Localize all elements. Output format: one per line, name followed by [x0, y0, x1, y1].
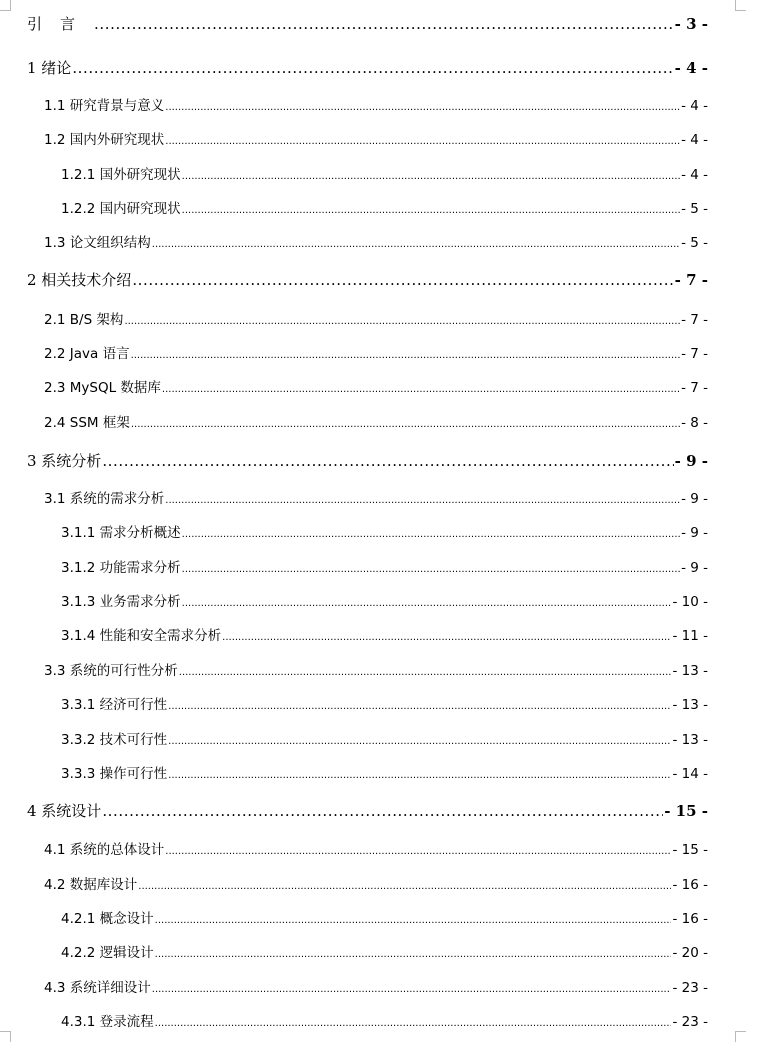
toc-dot-leader	[179, 667, 672, 678]
toc-dot-leader	[131, 350, 681, 361]
toc-entry-chapter-1[interactable]	[27, 57, 708, 78]
toc-entry-title: 4.3.1 登录流程	[61, 1014, 154, 1030]
toc-entry-section-4-1[interactable]	[44, 838, 708, 858]
toc-entry-title: 1.2.2 国内研究现状	[61, 201, 181, 217]
toc-entry-title: 3.3.3 操作可行性	[61, 766, 168, 782]
toc-page-number: - 7 -	[674, 271, 708, 289]
toc-dot-leader	[132, 271, 673, 289]
toc-page-number: - 13 -	[672, 697, 708, 713]
toc-page-number: - 23 -	[672, 1014, 708, 1030]
toc-entry-title: 4.2.2 逻辑设计	[61, 945, 154, 961]
toc-entry-subsection-4-2-2[interactable]	[61, 941, 708, 961]
toc-dot-leader	[138, 881, 671, 892]
toc-dot-leader	[165, 102, 680, 113]
toc-dot-leader	[162, 384, 680, 395]
toc-entry-title: 4 系统设计	[27, 802, 102, 820]
toc-entry-title: 1 绪论	[27, 59, 72, 77]
toc-entry-title: 3 系统分析	[27, 452, 102, 470]
toc-page-number: - 14 -	[672, 766, 708, 782]
toc-dot-leader	[102, 802, 663, 820]
toc-entry-title: 引言	[27, 15, 94, 33]
toc-entry-subsection-1-2-1[interactable]	[61, 163, 708, 183]
toc-page-number: - 20 -	[672, 945, 708, 961]
toc-entry-title: 2.3 MySQL 数据库	[44, 380, 161, 396]
toc-dot-leader	[165, 136, 680, 147]
toc-page-number: - 15 -	[664, 802, 708, 820]
toc-page-number: - 7 -	[681, 312, 708, 328]
toc-page-number: - 3 -	[674, 15, 708, 33]
toc-dot-leader	[94, 15, 674, 33]
toc-entry-title: 3.1.2 功能需求分析	[61, 560, 181, 576]
toc-dot-leader	[152, 984, 672, 995]
toc-dot-leader	[131, 419, 680, 430]
toc-dot-leader	[182, 598, 672, 609]
toc-entry-subsection-3-1-4[interactable]	[61, 624, 708, 644]
toc-entry-title: 2 相关技术介绍	[27, 271, 132, 289]
toc-entry-title: 1.3 论文组织结构	[44, 235, 151, 251]
toc-page-number: - 5 -	[681, 235, 708, 251]
toc-dot-leader	[182, 564, 680, 575]
toc-entry-section-1-3[interactable]	[44, 231, 708, 251]
toc-page-number: - 4 -	[674, 59, 708, 77]
toc-page-number: - 4 -	[681, 132, 708, 148]
crop-mark-bottom-left	[0, 1031, 11, 1042]
toc-entry-subsection-4-3-1[interactable]	[61, 1010, 708, 1030]
toc-dot-leader	[165, 846, 671, 857]
toc-entry-section-2-4[interactable]	[44, 411, 708, 431]
toc-page-number: - 9 -	[674, 452, 708, 470]
toc-page-number: - 5 -	[681, 201, 708, 217]
toc-page-number: - 15 -	[672, 842, 708, 858]
toc-entry-title: 1.2.1 国外研究现状	[61, 167, 181, 183]
toc-entry-preface[interactable]	[27, 13, 708, 34]
toc-page-number: - 10 -	[672, 594, 708, 610]
toc-entry-title: 4.1 系统的总体设计	[44, 842, 165, 858]
toc-entry-chapter-2[interactable]	[27, 269, 708, 290]
toc-entry-title: 3.3 系统的可行性分析	[44, 663, 178, 679]
toc-dot-leader	[182, 529, 680, 540]
toc-dot-leader	[168, 701, 671, 712]
toc-entry-title: 3.3.2 技术可行性	[61, 732, 168, 748]
toc-page-number: - 9 -	[681, 525, 708, 541]
toc-entry-section-2-3[interactable]	[44, 376, 708, 396]
crop-mark-bottom-right	[735, 1031, 746, 1042]
toc-dot-leader	[152, 239, 680, 250]
toc-entry-section-4-3[interactable]	[44, 976, 708, 996]
toc-entry-subsection-3-3-1[interactable]	[61, 693, 708, 713]
toc-page-number: - 13 -	[672, 663, 708, 679]
toc-entry-title: 3.1.3 业务需求分析	[61, 594, 181, 610]
toc-dot-leader	[222, 632, 671, 643]
toc-dot-leader	[168, 736, 671, 747]
toc-entry-subsection-3-1-2[interactable]	[61, 556, 708, 576]
toc-page-number: - 16 -	[672, 911, 708, 927]
toc-dot-leader	[155, 1018, 672, 1029]
toc-dot-leader	[102, 452, 673, 470]
toc-entry-subsection-4-2-1[interactable]	[61, 907, 708, 927]
toc-dot-leader	[182, 205, 680, 216]
toc-entry-subsection-3-1-3[interactable]	[61, 590, 708, 610]
toc-entry-title: 2.1 B/S 架构	[44, 312, 124, 328]
toc-entry-section-3-3[interactable]	[44, 659, 708, 679]
toc-entry-subsection-3-3-3[interactable]	[61, 762, 708, 782]
toc-entry-title: 1.1 研究背景与意义	[44, 98, 165, 114]
toc-entry-title: 3.3.1 经济可行性	[61, 697, 168, 713]
toc-entry-title: 3.1.4 性能和安全需求分析	[61, 628, 222, 644]
toc-entry-title: 2.2 Java 语言	[44, 346, 130, 362]
toc-page-number: - 7 -	[681, 380, 708, 396]
toc-entry-subsection-3-3-2[interactable]	[61, 728, 708, 748]
toc-dot-leader	[124, 316, 680, 327]
toc-page-number: - 23 -	[672, 980, 708, 996]
crop-mark-top-right	[735, 0, 746, 11]
toc-dot-leader	[182, 171, 680, 182]
toc-page-number: - 11 -	[672, 628, 708, 644]
toc-dot-leader	[72, 59, 673, 77]
toc-entry-title: 4.2 数据库设计	[44, 877, 138, 893]
toc-page-number: - 16 -	[672, 877, 708, 893]
toc-dot-leader	[155, 915, 672, 926]
toc-dot-leader	[165, 495, 680, 506]
toc-page-number: - 8 -	[681, 415, 708, 431]
toc-entry-section-3-1[interactable]	[44, 487, 708, 507]
toc-entry-subsection-3-1-1[interactable]	[61, 521, 708, 541]
toc-page-number: - 9 -	[681, 491, 708, 507]
toc-page-number: - 4 -	[681, 167, 708, 183]
toc-entry-title: 3.1 系统的需求分析	[44, 491, 165, 507]
crop-mark-top-left	[0, 0, 11, 11]
toc-dot-leader	[155, 949, 672, 960]
toc-entry-section-4-2[interactable]	[44, 873, 708, 893]
toc-entry-title: 4.3 系统详细设计	[44, 980, 151, 996]
toc-entry-chapter-4[interactable]	[27, 800, 708, 821]
toc-entry-section-2-1[interactable]	[44, 308, 708, 328]
toc-entry-title: 3.1.1 需求分析概述	[61, 525, 181, 541]
toc-entry-section-2-2[interactable]	[44, 342, 708, 362]
toc-dot-leader	[168, 770, 671, 781]
toc-page-number: - 7 -	[681, 346, 708, 362]
toc-entry-title: 4.2.1 概念设计	[61, 911, 154, 927]
toc-page-number: - 13 -	[672, 732, 708, 748]
toc-page-number: - 4 -	[681, 98, 708, 114]
toc-entry-section-1-1[interactable]	[44, 94, 708, 114]
toc-entry-subsection-1-2-2[interactable]	[61, 197, 708, 217]
toc-entry-title: 2.4 SSM 框架	[44, 415, 130, 431]
toc-entry-section-1-2[interactable]	[44, 128, 708, 148]
toc-entry-chapter-3[interactable]	[27, 450, 708, 471]
toc-page-number: - 9 -	[681, 560, 708, 576]
toc-entry-title: 1.2 国内外研究现状	[44, 132, 165, 148]
